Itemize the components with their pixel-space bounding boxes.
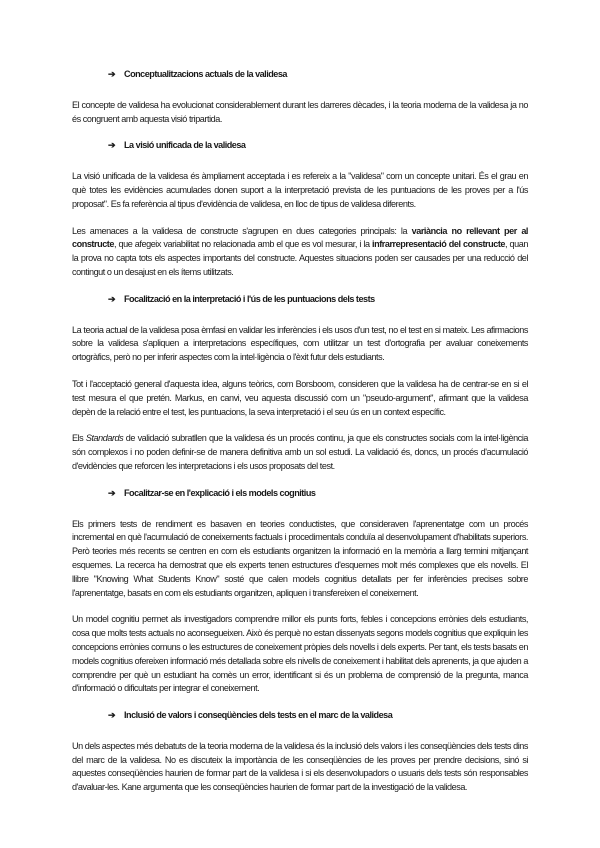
arrow-bullet-icon: ➔ xyxy=(108,293,116,304)
bold-term: variància no rellevant per al constructe xyxy=(72,225,528,250)
text-run: Els xyxy=(72,433,86,444)
section-heading xyxy=(72,293,528,307)
section-title: Focalització en la interpretació i l'ús de les puntuacions dels tests xyxy=(124,293,375,304)
paragraph: La teoria actual de la validesa posa èmfasi en validar les inferències i els usos d'un test, no el test en si mateix. Les afirmacions sobre la validesa s'apliquen a interpretacions específiques, com utilitzar un test d'ortografia per avaluar coneixements ortogràfics, però no per inferir aspectes com la intel·ligència o l'èxit futur dels estudiants. xyxy=(72,324,528,363)
section-heading xyxy=(72,487,528,501)
text-run: , quan la prova no capta tots els aspectes importants del constructe. Aquestes situacions poden ser causades per una reducció del contingut o un desajust en els ítems utilitzats. xyxy=(72,239,528,277)
text-run: Les amenaces a la validesa de constructe s'agrupen en dues categories principals: la xyxy=(72,225,412,236)
section-heading xyxy=(72,709,528,723)
section-heading xyxy=(72,139,528,153)
paragraph: Tot i l'acceptació general d'aquesta idea, alguns teòrics, com Borsboom, consideren que la validesa ha de centrar-se en si el test mesura el que pretén. Markus, en canvi, veu aquesta discussió com un "pseudo-argument", afirmant que la validesa depèn de la relació entre el test, les puntuacions, la seva interpretació i el seu ús en un context específic. xyxy=(72,378,528,417)
paragraph: El concepte de validesa ha evolucionat considerablement durant les darreres dècades, i la teoria moderna de la validesa ja no és congruent amb aquesta visió tripartida. xyxy=(72,99,528,124)
section-title: Inclusió de valors i conseqüències dels tests en el marc de la validesa xyxy=(124,710,393,721)
section-title: Conceptualitzacions actuals de la validesa xyxy=(124,69,287,79)
text-run: , que afegeix variabilitat no relacionada amb el que es vol mesurar, i la xyxy=(114,239,373,250)
text-run: de validació subratllen que la validesa és un procés continu, ja que els constructes socials com la intel·ligència són complexos i no poden definir-se de manera definitiva amb un sol estudi. La validació és, doncs, un procés d'acumulació d'evidències que reforcen les interpretacions i els usos proposats del test. xyxy=(72,433,528,471)
section-title: La visió unificada de la validesa xyxy=(124,140,246,151)
arrow-bullet-icon: ➔ xyxy=(108,69,116,79)
paragraph xyxy=(72,432,528,473)
arrow-bullet-icon: ➔ xyxy=(108,140,116,151)
section-heading xyxy=(72,68,528,82)
arrow-bullet-icon: ➔ xyxy=(108,487,116,498)
italic-term: Standards xyxy=(85,433,124,444)
document-body xyxy=(72,68,528,808)
paragraph xyxy=(72,225,528,280)
section-title: Focalitzar-se en l'explicació i els models cognitius xyxy=(124,487,316,498)
arrow-bullet-icon: ➔ xyxy=(108,710,116,721)
paragraph: Un model cognitiu permet als investigadors comprendre millor els punts forts, febles i concepcions errònies dels estudiants, cosa que molts tests actuals no aconsegueixen. Això és perquè no estan dissenyats segons models cognitius que expliquin les concepcions errònies comuns o les estructures de coneixement pròpies dels novells i dels experts. Per tant, els tests basats en models cognitius ofereixen informació més detallada sobre els nivells de coneixement i habilitat dels aprenents, ja que ajuden a comprendre per què un estudiant ha comès un error, identificant si és un problema de comprensió de la pregunta, manca d'informació o dificultats per integrar el coneixement. xyxy=(72,614,528,694)
paragraph: La visió unificada de la validesa és àmpliament acceptada i es refereix a la "validesa" com un concepte unitari. És el grau en què totes les evidències acumulades donen suport a la interpretació prevista de les puntuacions de les proves per a l'ús proposat". Es fa referència al tipus d'evidència de validesa, en lloc de tipus de validesa diferents. xyxy=(72,171,528,209)
bold-term: infrarrepresentació del constructe xyxy=(372,239,506,250)
paragraph: Els primers tests de rendiment es basaven en teories conductistes, que consideraven l'aprenentatge com un procés incremental en què l'acumulació de coneixements factuals i procedimentals conduïa al desenvolupament d'habilitats superiors. Però teories més recents se centren en com els estudiants organitzen la informació en la memòria a llarg termini mitjançant esquemes. La recerca ha demostrat que els experts tenen estructures d'esquemes molt més complexes que els novells. El llibre "Knowing What Students Know" sosté que calen models cognitius detallats per fer inferències precises sobre l'aprenentatge, basats en com els estudiants organitzen, apliquen i transfereixen el coneixement. xyxy=(72,518,528,598)
paragraph: Un dels aspectes més debatuts de la teoria moderna de la validesa és la inclusió dels valors i les conseqüències dels tests dins del marc de la validesa. No es discuteix la importància de les conseqüències de les proves per prendre decisions, sinó si aquestes conseqüències haurien de formar part de la validesa i si els desenvolupadors o usuaris dels tests són responsables d'avaluar-les. Kane argumenta que les conseqüències haurien de formar part de la investigació de la validesa. xyxy=(72,740,528,793)
